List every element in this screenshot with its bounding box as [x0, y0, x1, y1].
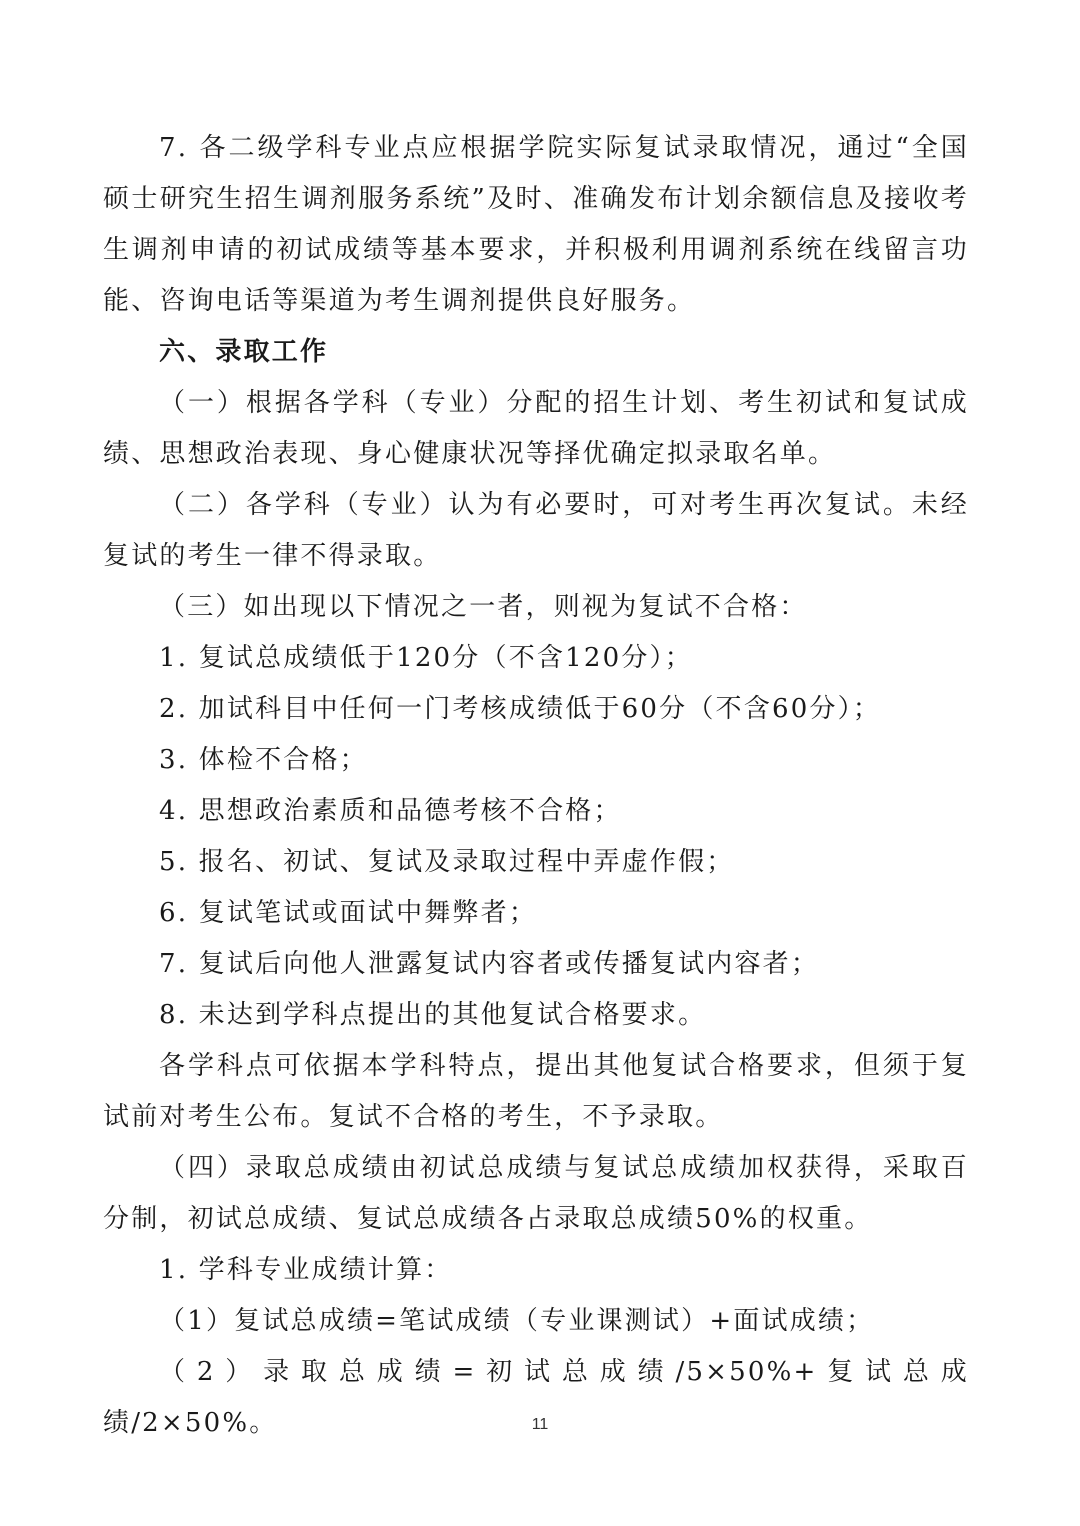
list-item-fail-3: 3. 体检不合格； [159, 745, 368, 775]
list-item-fail-8: 8. 未达到学科点提出的其他复试合格要求。 [159, 1000, 707, 1030]
list-item-fail-6: 6. 复试笔试或面试中舞弊者； [159, 898, 538, 928]
paragraph-admission-3: （三）如出现以下情况之一者，则视为复试不合格： [159, 592, 808, 622]
paragraph-score-calc: 1. 学科专业成绩计算： [159, 1255, 453, 1285]
list-item-fail-2: 2. 加试科目中任何一门考核成绩低于60分（不含60分）； [159, 694, 882, 724]
paragraph-item-7: 7. 各二级学科专业点应根据学院实际复试录取情况，通过“全国硕士研究生招生调剂服务系统”及时、准确发布计划余额信息及接收考生调剂申请的初试成绩等基本要求，并积极利用调剂系统在线留言功能、咨询电话等渠道为考生调剂提供良好服务。 [103, 133, 969, 316]
section-heading-admission: 六、录取工作 [159, 337, 329, 367]
paragraph-admission-4: （四）录取总成绩由初试总成绩与复试总成绩加权获得，采取百分制，初试总成绩、复试总成绩各占录取总成绩50%的权重。 [103, 1153, 969, 1234]
paragraph-other-requirements: 各学科点可依据本学科特点，提出其他复试合格要求，但须于复试前对考生公布。复试不合格的考生，不予录取。 [103, 1051, 969, 1132]
list-item-fail-5: 5. 报名、初试、复试及录取过程中弄虚作假； [159, 847, 735, 877]
list-item-fail-4: 4. 思想政治素质和品德考核不合格； [159, 796, 622, 826]
document-body [103, 123, 969, 1449]
page-number: 11 [531, 1416, 549, 1433]
formula-retest-score: （1）复试总成绩=笔试成绩（专业课测试）+面试成绩； [159, 1306, 875, 1336]
list-item-fail-7: 7. 复试后向他人泄露复试内容者或传播复试内容者； [159, 949, 820, 979]
paragraph-admission-2: （二）各学科（专业）认为有必要时，可对考生再次复试。未经复试的考生一律不得录取。 [103, 490, 969, 571]
list-item-fail-1: 1. 复试总成绩低于120分（不含120分）； [159, 643, 693, 673]
paragraph-admission-1: （一）根据各学科（专业）分配的招生计划、考生初试和复试成绩、思想政治表现、身心健康状况等择优确定拟录取名单。 [103, 388, 969, 469]
formula-admission-score: （2）录取总成绩=初试总成绩/5×50%+复试总成绩/2×50%。 [103, 1357, 969, 1438]
